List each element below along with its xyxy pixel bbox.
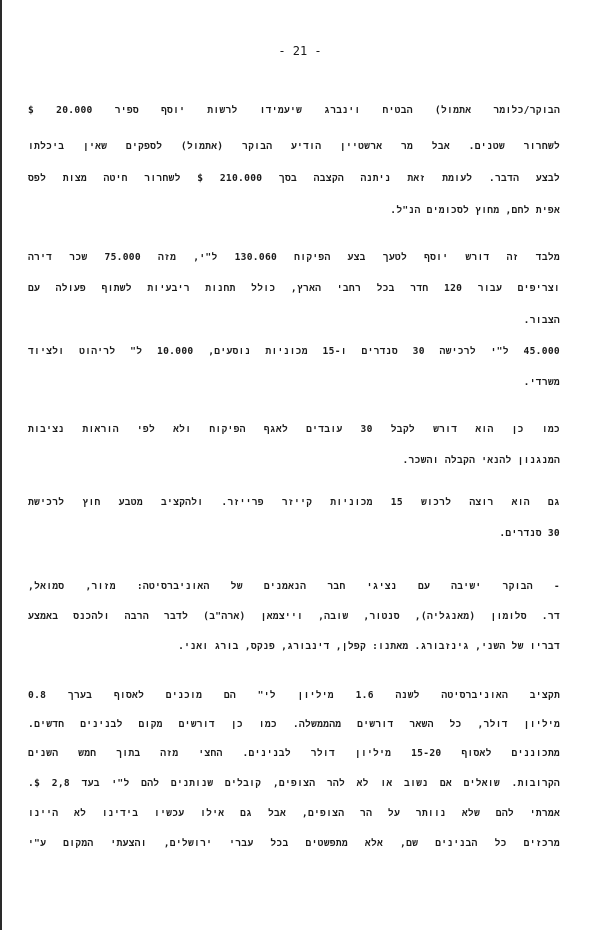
paragraph-line: דר. סלומון (מאנגליה), סנטור, שובה, וייצמאן (ארה"ב) לדבר הרבה ולהכנס באמצע	[28, 611, 560, 622]
paragraph-line: הבוקר/כלומר אתמול) הבטיח וינברג שיעמידו לרשות יוסף ספיר 20.000 $	[28, 105, 560, 116]
paragraph-line: 30 סנדרים.	[499, 528, 560, 539]
paragraph-line: הקרובות. שואלים אם נשוב או לא להר הצופים, קובלים שנותנים להם ל"י בעד 2,8 $.	[28, 778, 560, 789]
paragraph-line: גם הוא רוצה לרכוש 15 מכוניות קייזר פרייזר. ולהקציב מטבע חוץ לרכישת	[28, 497, 560, 508]
paragraph-line: וצריפים עבור 120 חדר בכל רחבי הארץ, כולל תחנות ריבעיות לשתוף פעולה עם	[28, 283, 560, 294]
paragraph-line: - הבוקר ישיבה עם נציגי חבר הנאמנים של האוניברסיטה: מזור, סמואל,	[28, 581, 560, 592]
paragraph-line: אפית לחם, מחוץ לסכומים הנ"ל.	[390, 205, 560, 216]
paragraph-line: 45.000 ל"י לרכישה 30 סנדרים ו-15 מכוניות נוסעים, 10.000 ל" לריהוט ולציוד	[28, 346, 560, 357]
paragraph-line: מיליון דולר, כל השאר דורשים מהממשלה. כמו כן דורשים מקום לבנינים חדשים.	[28, 719, 560, 730]
page-edge-line	[0, 0, 2, 930]
paragraph-line: משרדי.	[523, 377, 560, 388]
paragraph-line: לבצע הדבר. לעומת זאת ניתנה הקצבה בסך 210.000 $ לשחרור חיטה מצות לפס	[28, 173, 560, 184]
paragraph-line: המנגנון להנאי הקבלה והשכר.	[402, 455, 560, 466]
paragraph-line: הצבור.	[523, 315, 560, 326]
paragraph-line: אמרתי להם שלא נוותר על הר הצופים, אבל גם אילו עכשיו בידינו לא היינו	[28, 808, 560, 819]
paragraph-line: מלבד זה דורש יוסף לטעך בצע הפיקוח 130.060 ל"י, מזה 75.000 שכר דירה	[28, 252, 560, 263]
paragraph-line: כמו כן הוא דורש לקבל 30 עובדים לאגף הפיקוח ולא לפי הוראות נציבות	[28, 424, 560, 435]
paragraph-line: מרכזים כל הבנינים שם, אלא מתפשטים בכל עברי ירושלים, והצעתי המקום ע"י	[28, 838, 560, 849]
paragraph-line: לשחרור שטנים. אבל מר ארשטיין הודיע הבוקר (אתמול) לספקים שאין ביכלתו	[28, 141, 560, 152]
paragraph-line: מתכוננים לאסוף 15-20 מיליון דולר לבנינים. החצי מזה בתוך חמש השנים	[28, 748, 560, 759]
paragraph-line: תקציב האוניברסיטה לשנה 1.6 מיליון לי" הם מוכנים לאסוף בערך 0.8	[28, 690, 560, 701]
paragraph-line: דבריו של השני, גינזבורג. מאתנו: קפלן, דינבורג, פנקס, בורג ואני.	[178, 641, 560, 652]
page-number: - 21 -	[278, 44, 322, 58]
